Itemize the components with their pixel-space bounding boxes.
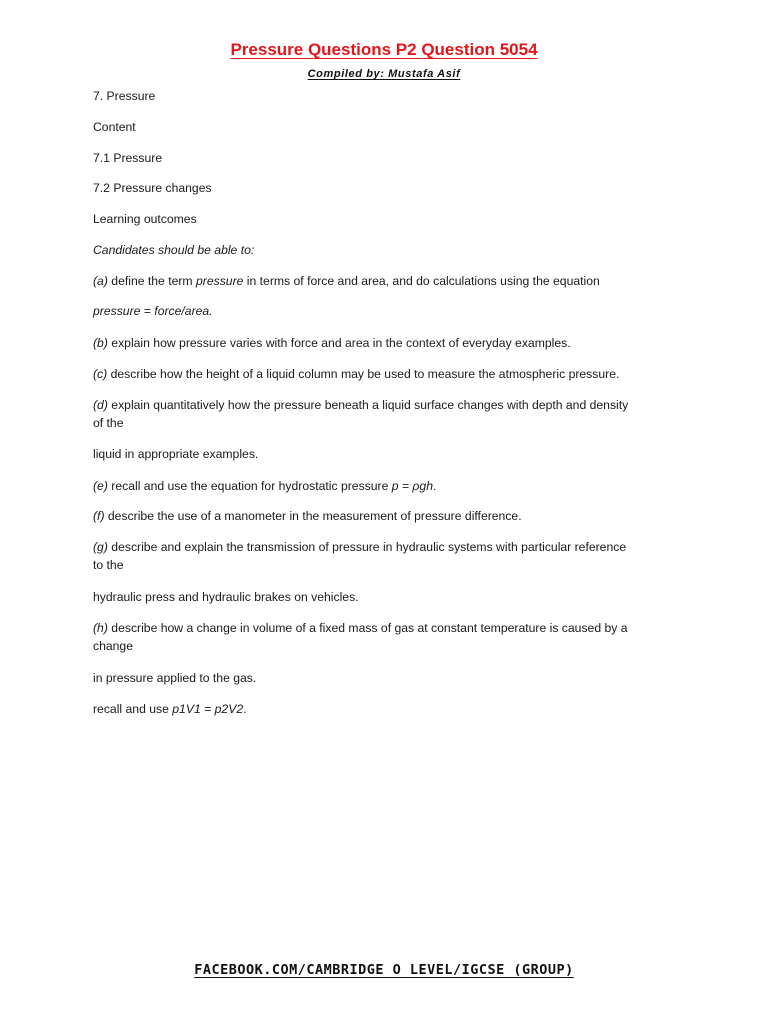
outcome-e: (e) recall and use the equation for hydrostatic pressure p = ρgh.	[93, 479, 437, 493]
outcome-a-text2: in terms of force and area, and do calculations using the equation	[243, 274, 600, 288]
outcome-b-text: explain how pressure varies with force and area in the context of everyday examples.	[107, 336, 571, 350]
outcome-d-tag: (d)	[93, 398, 108, 412]
recall-equation: p1V1 = p2V2	[172, 702, 244, 716]
page-title: Pressure Questions P2 Question 5054	[230, 40, 538, 59]
outcome-g-cont: to the	[93, 558, 124, 572]
outcome-c-text: describe how the height of a liquid column may be used to measure the atmospheric pressure.	[107, 367, 620, 381]
outcome-f	[93, 507, 683, 525]
recall-line: recall and use p1V1 = p2V2.	[93, 702, 247, 716]
outcome-e-equation: p = ρgh	[391, 479, 433, 493]
candidates-intro	[93, 241, 683, 259]
candidates-intro-text: Candidates should be able to:	[93, 243, 255, 257]
outcome-g-cont2: hydraulic press and hydraulic brakes on vehicles.	[93, 590, 359, 604]
outcome-f-tag: (f)	[93, 509, 105, 523]
outcome-g-tag: (g)	[93, 540, 108, 554]
outcome-d-cont2: liquid in appropriate examples.	[93, 447, 259, 461]
recall-text: recall and use	[93, 702, 173, 716]
outcome-b-tag: (b)	[93, 336, 108, 350]
outcome-d-cont: of the	[93, 416, 124, 430]
outcome-b	[93, 334, 683, 352]
outcome-h-text1: describe how a change in volume of a fixed mass of gas at constant temperature is caused by a	[107, 621, 628, 635]
outcome-d	[93, 396, 683, 414]
outcome-g-text1: describe and explain the transmission of pressure in hydraulic systems with particular reference	[107, 540, 627, 554]
outcome-d-text1: explain quantitatively how the pressure beneath a liquid surface changes with depth and density	[107, 398, 629, 412]
outcome-h-cont2: in pressure applied to the gas.	[93, 671, 257, 685]
outcome-h-tag: (h)	[93, 621, 108, 635]
outcome-e-tag: (e)	[93, 479, 108, 493]
outcome-a-term: pressure	[195, 274, 244, 288]
outcome-a-equation-text: pressure = force/area.	[93, 304, 213, 318]
outcome-f-text: describe the use of a manometer in the measurement of pressure difference.	[104, 509, 522, 523]
section-heading: 7. Pressure	[93, 89, 156, 103]
compiled-by: Compiled by: Mustafa Asif	[307, 68, 461, 80]
content-heading: Content	[93, 120, 136, 134]
outcome-g	[93, 538, 683, 556]
subsection-7-1: 7.1 Pressure	[93, 151, 163, 165]
outcome-h	[93, 619, 683, 637]
outcome-a-tag: (a)	[93, 274, 108, 288]
outcome-a	[93, 272, 683, 290]
outcome-c	[93, 365, 683, 383]
outcome-c-tag: (c)	[93, 367, 108, 381]
outcome-a-equation	[93, 302, 683, 320]
outcome-h-cont: change	[93, 639, 133, 653]
outcome-e-text: recall and use the equation for hydrostatic pressure	[107, 479, 392, 493]
subsection-7-2: 7.2 Pressure changes	[93, 181, 212, 195]
footer-link[interactable]: FACEBOOK.COM/CAMBRIDGE O LEVEL/IGCSE (GROUP)	[194, 962, 574, 978]
learning-outcomes-heading: Learning outcomes	[93, 212, 197, 226]
outcome-a-text1: define the term	[107, 274, 196, 288]
